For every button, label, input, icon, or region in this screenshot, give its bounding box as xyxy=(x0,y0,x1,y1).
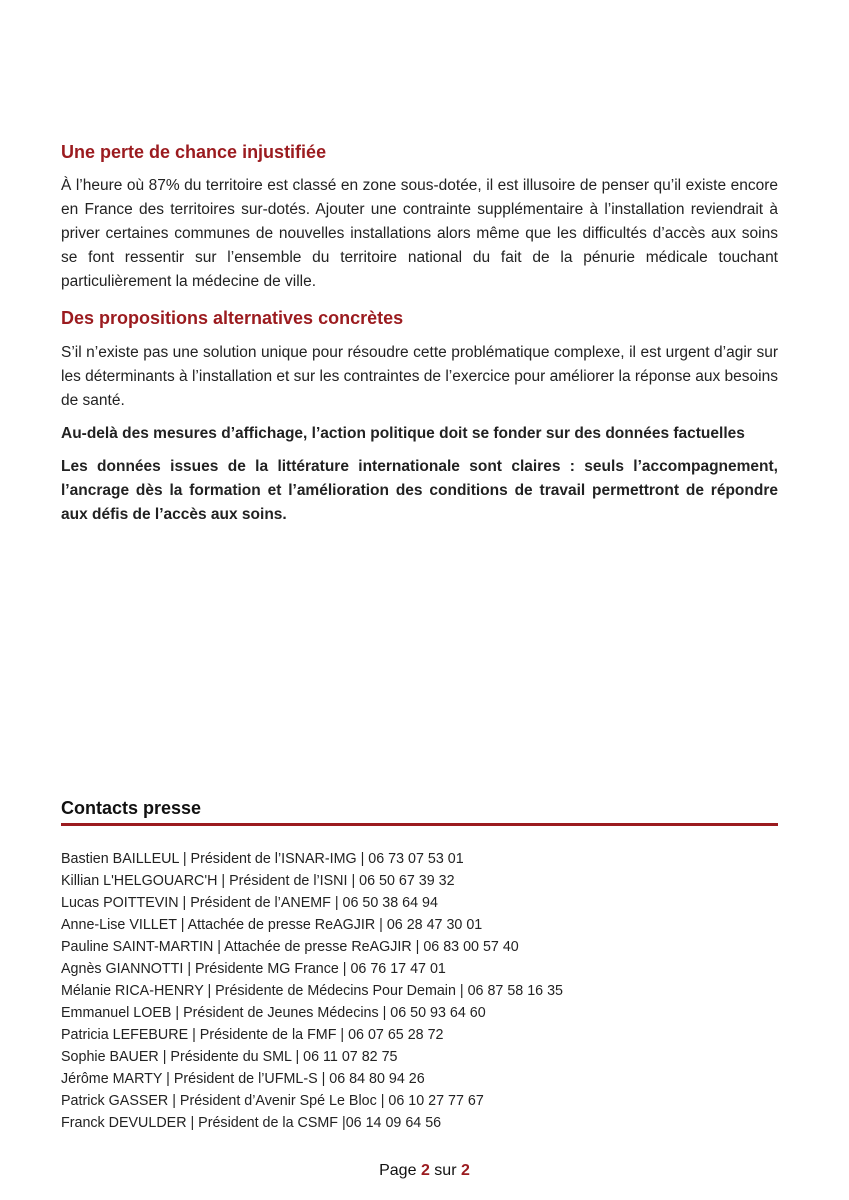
contacts-divider xyxy=(61,823,778,826)
contact-item: Killian L'HELGOUARC'H | Président de l’ISNI | 06 50 67 39 32 xyxy=(61,873,455,889)
section-paragraph-propositions: S’il n’existe pas une solution unique pour résoudre cette problématique complexe, il est urgent d’agir sur les déterminants à l’installation et sur les contraintes de l’exercice pour améliorer la réponse aux besoins de santé. xyxy=(61,344,778,409)
current-page-number: 2 xyxy=(420,1162,430,1179)
contact-item: Sophie BAUER | Présidente du SML | 06 11 07 82 75 xyxy=(61,1049,398,1065)
contact-item: Lucas POITTEVIN | Président de l’ANEMF | 06 50 38 64 94 xyxy=(61,895,438,911)
page-number xyxy=(0,1162,849,1180)
contact-item: Mélanie RICA-HENRY | Présidente de Médecins Pour Demain | 06 87 58 16 35 xyxy=(61,983,563,999)
contact-item: Agnès GIANNOTTI | Présidente MG France | 06 76 17 47 01 xyxy=(61,961,446,977)
contacts-title: Contacts presse xyxy=(61,798,202,818)
contact-item: Anne-Lise VILLET | Attachée de presse ReAGJIR | 06 28 47 30 01 xyxy=(61,917,483,933)
contact-item: Patricia LEFEBURE | Présidente de la FMF | 06 07 65 28 72 xyxy=(61,1027,444,1043)
contact-item: Bastien BAILLEUL | Président de l’ISNAR-IMG | 06 73 07 53 01 xyxy=(61,851,464,867)
contact-item: Patrick GASSER | Président d’Avenir Spé Le Bloc | 06 10 27 77 67 xyxy=(61,1093,484,1109)
contact-item: Emmanuel LOEB | Président de Jeunes Médecins | 06 50 93 64 60 xyxy=(61,1005,486,1021)
section-heading-propositions: Des propositions alternatives concrètes xyxy=(61,308,404,328)
bold-paragraph-litterature: Les données issues de la littérature internationale sont claires : seuls l’accompagnement, l’ancrage dès la formation et l’amélioration des conditions de travail permettront de répondre aux défis de l’accès aux soins. xyxy=(61,458,778,523)
section-paragraph-perte-de-chance: À l’heure où 87% du territoire est classé en zone sous-dotée, il est illusoire de penser qu’il existe encore en France des territoires sur-dotés. Ajouter une contrainte supplémentaire à l’installation reviendrait à priver certaines communes de nouvelles installations alors même que les difficultés d’accès aux soins se font ressentir sur l’ensemble du territoire national du fait de la pénurie médicale touchant particulièrement la médecine de ville. xyxy=(61,177,778,290)
contacts-list xyxy=(61,848,778,1134)
contact-item: Pauline SAINT-MARTIN | Attachée de presse ReAGJIR | 06 83 00 57 40 xyxy=(61,939,519,955)
contact-item: Franck DEVULDER | Président de la CSMF |06 14 09 64 56 xyxy=(61,1115,442,1131)
page-label: Page xyxy=(379,1162,417,1179)
contact-item: Jérôme MARTY | Président de l’UFML-S | 06 84 80 94 26 xyxy=(61,1071,425,1087)
section-heading-perte-de-chance: Une perte de chance injustifiée xyxy=(61,142,327,162)
page-separator: sur xyxy=(434,1162,457,1179)
section-propositions xyxy=(61,307,778,527)
bold-statement-affichage: Au-delà des mesures d’affichage, l’action politique doit se fonder sur des données factuelles xyxy=(61,425,745,442)
total-page-number: 2 xyxy=(460,1162,470,1179)
section-perte-de-chance xyxy=(61,141,778,294)
